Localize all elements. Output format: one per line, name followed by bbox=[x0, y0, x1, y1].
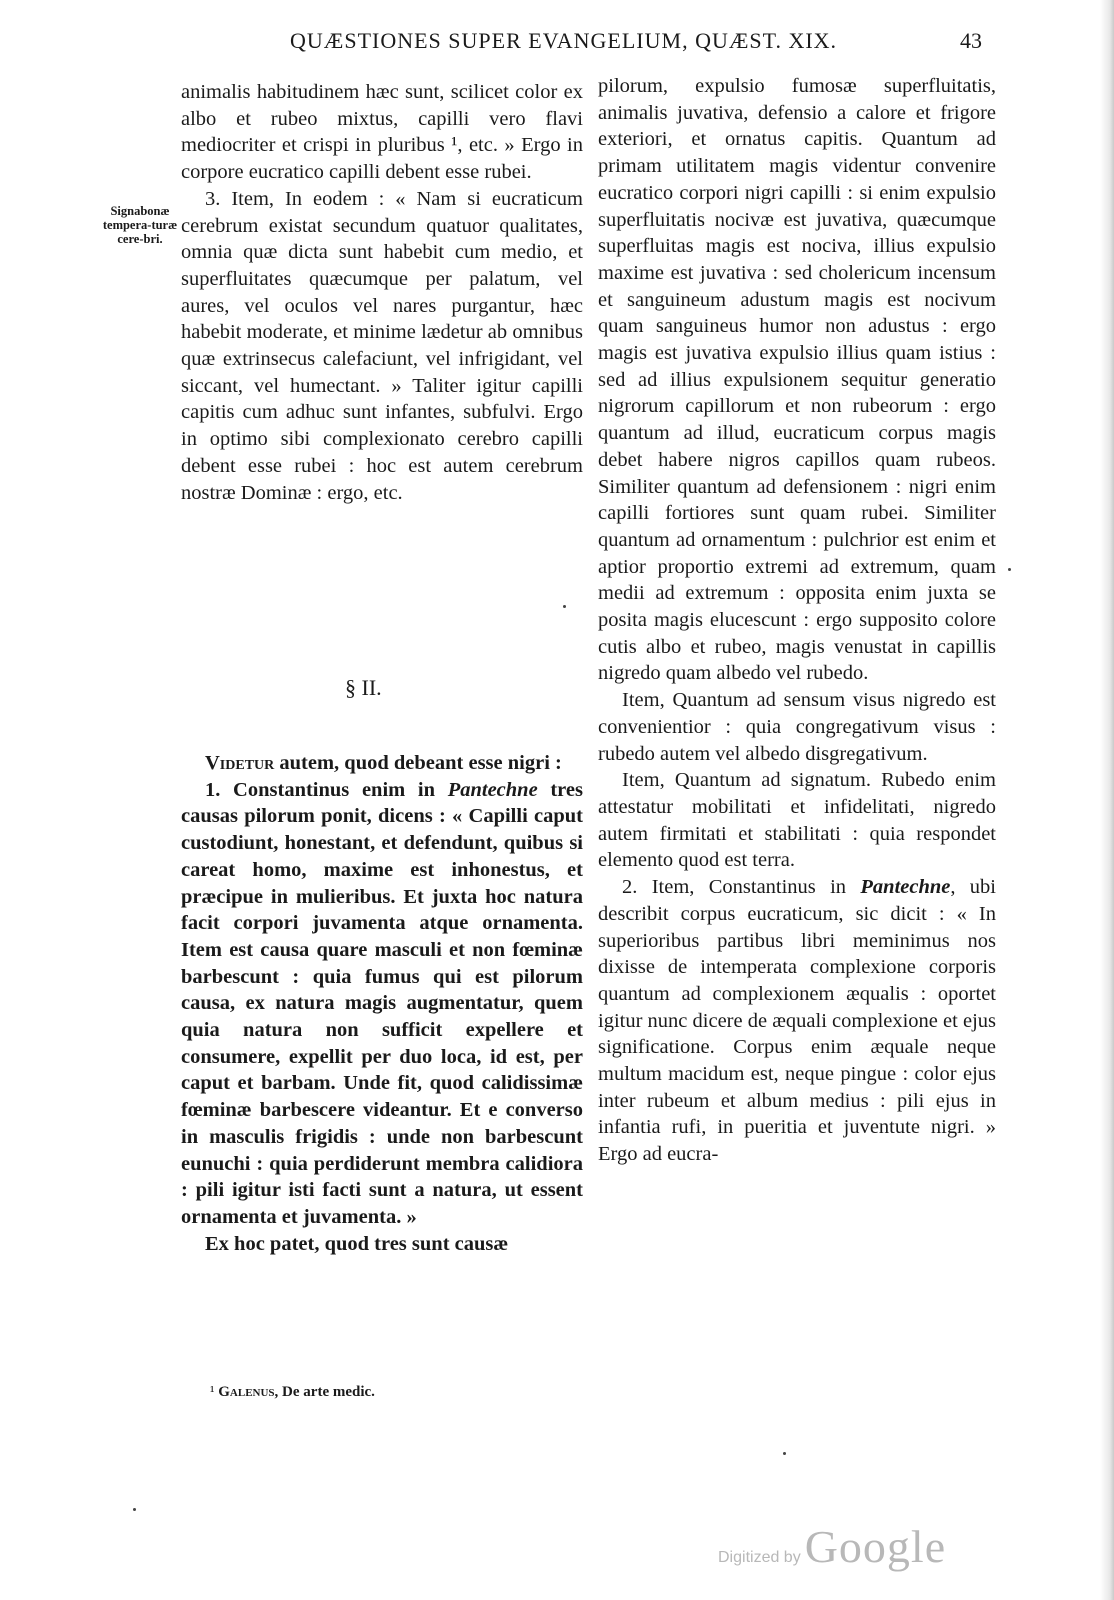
left-column-top bbox=[181, 79, 583, 506]
paragraph-text: tres causas pilorum ponit, dicens : « Capilli caput custodiunt, honestant, et defendunt, quibus si careat homo, maxime est inhonestus, et præcipue in mulieribus. Et juxta hoc natura facit corpori juvamenta atque ornamenta. Item est causa quare masculi et non fœminæ barbescunt : quia fumus qui est pilorum causa, ex natura magis augmentatur, quem quia natura non sufficit expellere et consumere, expellit per duo loca, id est, per caput et barbam. Unde fit, quod calidissimæ fœminæ barbescere videantur. Et e converso in masculis frigidis : unde non barbescunt eunuchi : quia perdiderunt membra calidiora : pili igitur isti facti sunt a natura, ut essent ornamenta et juvamenta. » bbox=[181, 778, 583, 1228]
page-edge-shadow bbox=[1100, 0, 1114, 1600]
paragraph-text: autem, quod debeant esse nigri : bbox=[274, 752, 562, 774]
paragraph bbox=[181, 750, 583, 777]
paragraph-text: , ubi describit corpus eucraticum, sic dicit : « In superioribus partibus libri meminimus nos dixisse de intemperata complexione corporis quantum ad complexionem æqualis : oportet igitur nunc dicere de æquali complexione et ejus significatione. Corpus enim æquale neque multum macidum est, neque pingue : color ejus inter rubeum et album medius : pili ejus in infantia rufi, in pueritia et juventute nigri. » Ergo ad eucra- bbox=[598, 876, 997, 1166]
paragraph: Item, Quantum ad signatum. Rubedo enim attestatur mobilitati et infidelitati, nigredo autem firmitati et stabilitati : quia respondet elemento quod est terra. bbox=[598, 769, 996, 872]
right-column bbox=[598, 73, 996, 1168]
speck bbox=[133, 1508, 136, 1511]
paragraph: Item, Quantum ad sensum visus nigredo est convenientior : quia congregativum visus : rubedo autem vel albedo disgregativum. bbox=[598, 689, 996, 765]
paragraph: Ex hoc patet, quod tres sunt causæ bbox=[205, 1232, 509, 1255]
footnote bbox=[210, 1384, 375, 1401]
watermark-prefix: Digitized by bbox=[718, 1549, 801, 1566]
book-title: Pantechne bbox=[447, 778, 538, 801]
paragraph-text: 1. Constantinus enim in bbox=[205, 778, 448, 801]
digitized-watermark bbox=[718, 1520, 946, 1573]
paragraph: animalis habitudinem hæc sunt, scilicet color ex albo et rubeo mixtus, capilli vero flavi mediocriter et crispi in pluribus ¹, etc. » Ergo in corpore eucratico capilli debent esse rubei. bbox=[181, 81, 583, 184]
paragraph: pilorum, expulsio fumosæ superfluitatis, animalis juvativa, defensio a calore et frigore exteriori, et ornatus capitis. Quantum ad primam utilitatem magis videntur convenire eucratico corpori nigri capilli : si enim expulsio superfluitatis nocivæ est juvativa, quæcumque superfluitas magis est nociva, illius expulsio maxime est juvativa : sed cholericum incensum et sanguineum adustum magis est nocivum quam sanguineus humor non adustus : ergo magis est juvativa expulsio illius quam istius : sed ad illius expulsionem sequitur generatio nigrorum capillorum et non rubeorum : ergo quantum ad illud, eucraticum corpus magis debet habere nigros capillos quam rubeos. Similiter quantum ad defensionem : nigri enim capilli fortiores sunt quam rubei. Similiter quantum ad ornamentum : pulchrior est enim et aptior proportio extremi ad extremum, quam medii ad extremum : opposita enim juxta se posita magis elucescunt : ergo supposito colore cutis albo et rubeo, magis venustat in capillis nigredo quam albedo vel rubedo. bbox=[598, 75, 996, 685]
margin-note: Signabonæ tempera-turæ cere-bri. bbox=[102, 204, 178, 246]
section-heading: § II. bbox=[345, 675, 382, 700]
left-column-bottom bbox=[181, 750, 583, 1257]
paragraph bbox=[598, 874, 996, 1168]
footnote-text: , De arte medic. bbox=[274, 1384, 375, 1400]
speck bbox=[563, 605, 566, 608]
paragraph bbox=[181, 777, 583, 1231]
speck bbox=[783, 1452, 786, 1455]
book-title: Pantechne bbox=[860, 876, 951, 899]
footnote-author: Galenus bbox=[218, 1384, 275, 1400]
speck bbox=[1008, 568, 1011, 571]
lead-word: Videtur bbox=[205, 752, 275, 774]
footnote-marker: ¹ bbox=[210, 1384, 219, 1400]
page-number: 43 bbox=[960, 28, 982, 53]
paragraph: 3. Item, In eodem : « Nam si eucraticum cerebrum existat secundum quatuor qualitates, omnia quæ dicta sunt habebit cum medio, et superfluitates quæcumque per palatum, vel aures, vel oculos vel nares purgantur, hæc habebit moderate, et minime lædetur ab omnibus quæ extrinsecus calefaciunt, vel infrigidant, vel siccant, vel humectant. » Taliter igitur capilli capitis cum adhuc sunt infantes, subfulvi. Ergo in optimo sibi complexionato cerebro capilli debent esse rubei : hoc est autem cerebrum nostræ Dominæ : ergo, etc. bbox=[181, 187, 583, 504]
running-title: QUÆSTIONES SUPER EVANGELIUM, QUÆST. XIX. bbox=[290, 28, 838, 53]
google-logo: Google bbox=[804, 1521, 947, 1572]
paragraph-text: 2. Item, Constantinus in bbox=[622, 876, 861, 899]
